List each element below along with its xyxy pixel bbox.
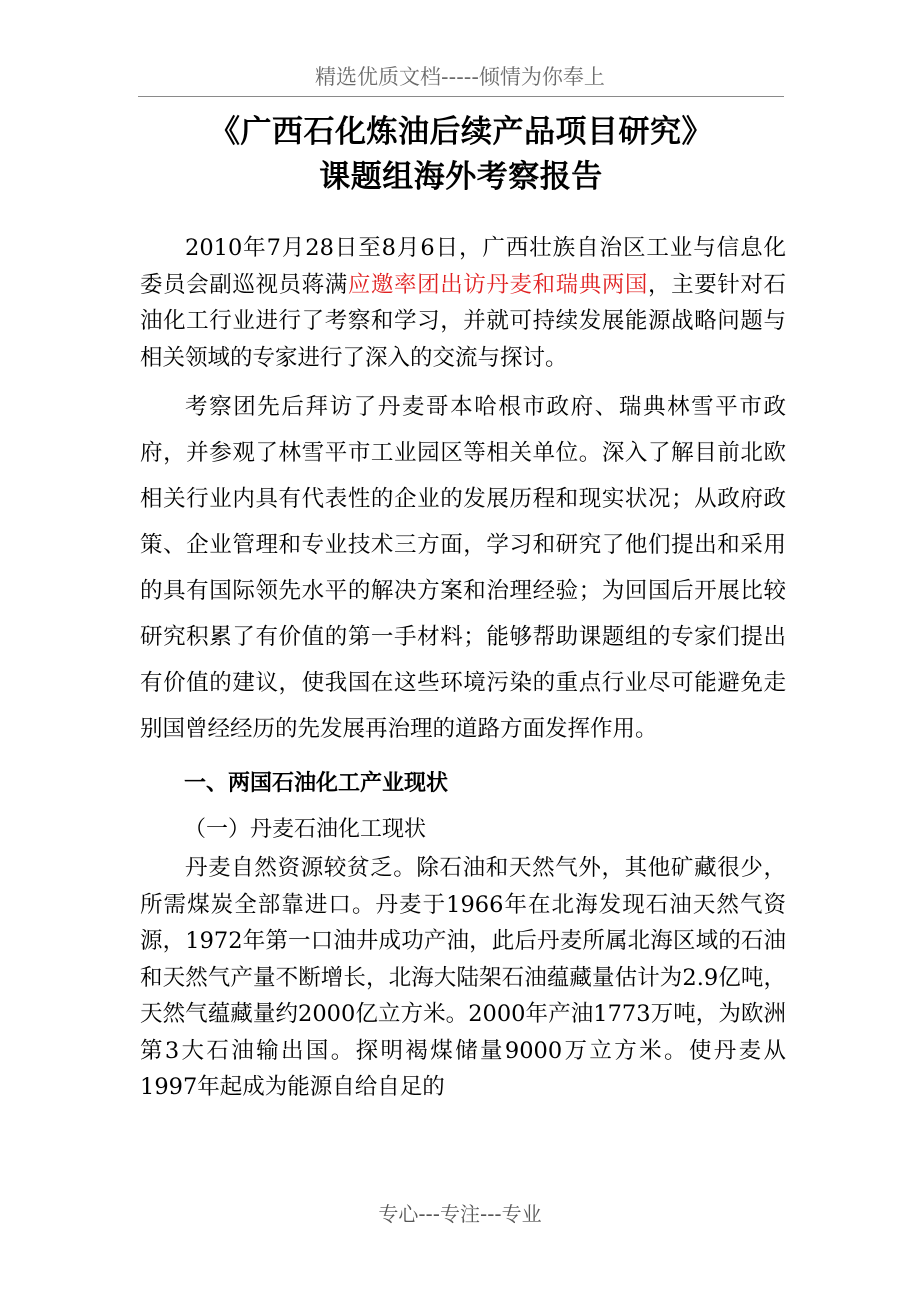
page-header: 精选优质文档-----倾情为你奉上	[315, 65, 605, 89]
page-footer: 专心---专注---专业	[378, 1202, 542, 1226]
subsection-heading: （一）丹麦石油化工现状	[184, 817, 427, 842]
document-title-line-2: 课题组海外考察报告	[319, 159, 603, 195]
header-divider	[138, 96, 784, 97]
document-title-line-1: 《广西石化炼油后续产品项目研究》	[209, 114, 713, 150]
paragraph-visit: 考察团先后拜访了丹麦哥本哈根市政府、瑞典林雪平市政府，并参观了林雪平市工业园区等相关单位。深入了解目前北欧相关行业内具有代表性的企业的发展历程和现实状况；从政府政策、企业管理和专业技术三方面，学习和研究了他们提出和采用的具有国际领先水平的解决方案和治理经验；为回国后开展比较研究积累了有价值的第一手材料；能够帮助课题组的专家们提出有价值的建议，使我国在这些环境污染的重点行业尽可能避免走别国曾经经历的先发展再治理的道路方面发挥作用。	[140, 394, 786, 742]
paragraph-denmark: 丹麦自然资源较贫乏。除石油和天然气外，其他矿藏很少，所需煤炭全部靠进口。丹麦于1966年在北海发现石油天然气资源，1972年第一口油井成功产油，此后丹麦所属北海区域的石油和天然气产量不断增长，北海大陆架石油蕴藏量估计为2.9亿吨，天然气蕴藏量约2000亿立方米。2000年产油1773万吨，为欧洲第3大石油输出国。探明褐煤储量9000万立方米。使丹麦从1997年起成为能源自给自足的	[140, 855, 786, 1100]
document-body	[140, 230, 786, 1106]
paragraph-intro-end: ，主要针对石油化工行业进行了考察和学习，并就可持续发展能源战略问题与相关领域的专家进行了深入的交流与探讨。	[140, 271, 786, 371]
paragraph-intro	[140, 230, 786, 376]
highlighted-text: 应邀率团出访丹麦和瑞典两国	[347, 271, 649, 298]
paragraph-intro-start: 2010年7月28日至8月6日，广西壮族自治区工业与信息化委员会副巡视员蒋满	[140, 235, 786, 298]
section-heading: 一、两国石油化工产业现状	[184, 771, 449, 796]
